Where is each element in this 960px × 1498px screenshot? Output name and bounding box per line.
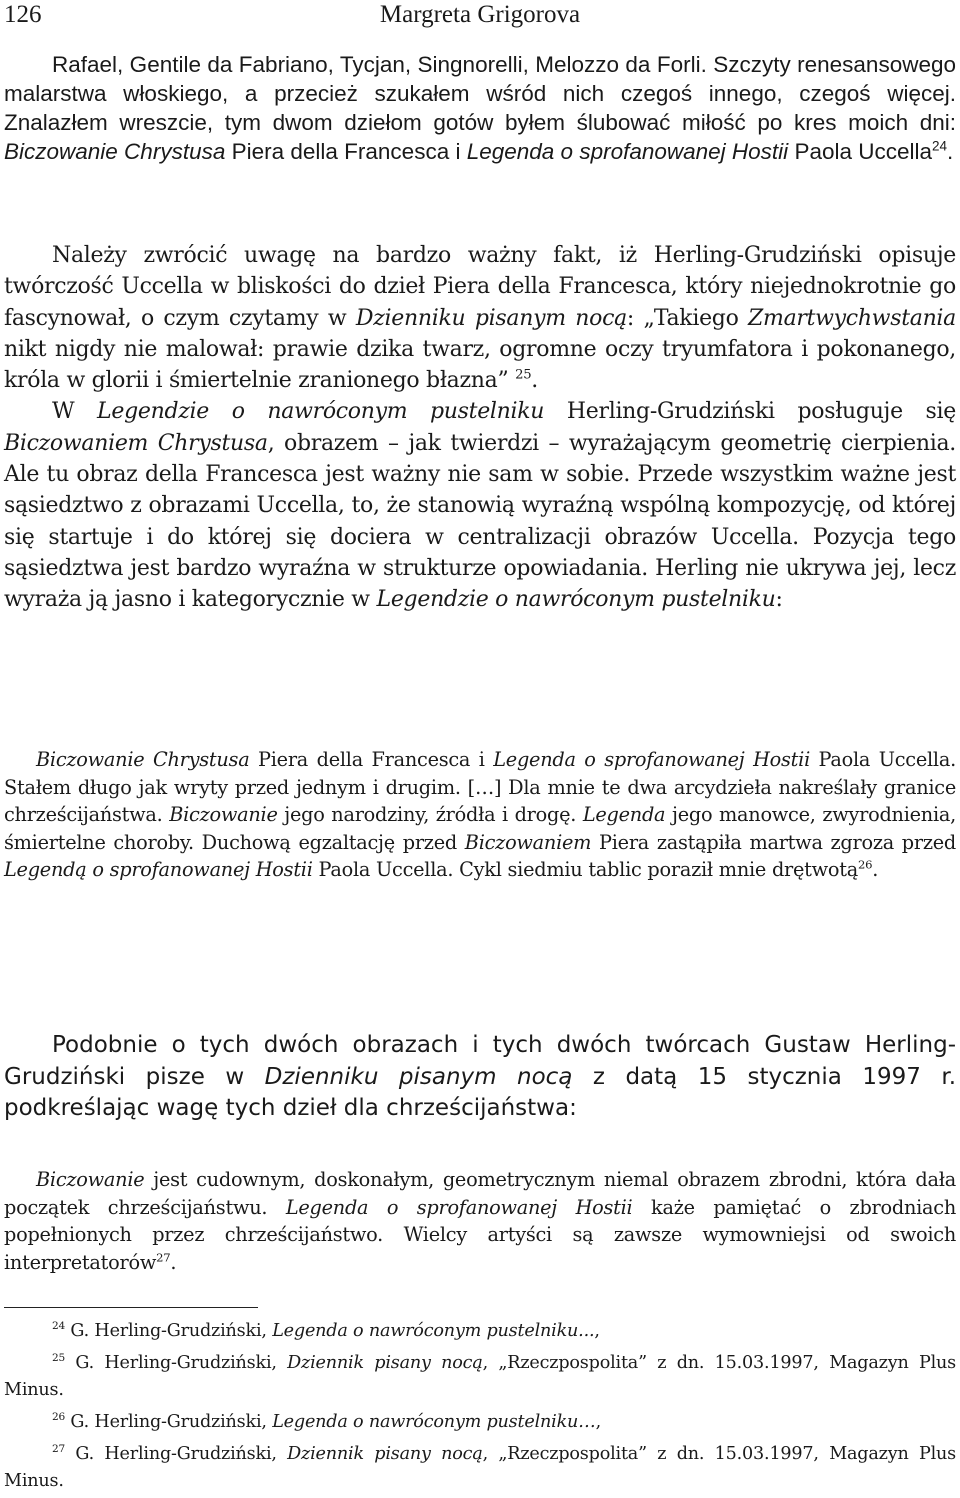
quote-block-sans <box>4 50 956 166</box>
footnote-ref-24: 24 <box>932 138 948 154</box>
quote-paragraph-2: Biczowanie jest cudownym, doskonałym, geometrycznym niemal obrazem zbrodni, która dała początek chrześcijaństwu. Legenda o sprofanowanej Hostii każe pamiętać o zbrodniach popełnionych przez chrześcijaństwo. Wielcy artyści są zawsze wymowniejsi od swoich interpretatorów$^{27}$. <box>4 1168 957 1274</box>
footnote-25: $^{25}$ G. Herling-Grudziński, Dziennik pisany nocą, „Rzeczpospolita” z dn. 15.03.1997, Magazyn Plus Minus. <box>4 1352 956 1400</box>
paragraph-3: W Legendzie o nawróconym pustelniku Herling-Grudziński posługuje się Biczowaniem Chrystusa, obrazem – jak twierdzi – wyrażającym geometrię cierpienia. Ale tu obraz della Francesca jest ważny nie sam w sobie. Przede wszystkim ważne jest sąsiedztwo z obrazami Uccella, to, że stanowią wyraźną wspólną kompozycję, od której się startuje i do której się dociera w centralizacji obrazów Uccella. Pozycja tego sąsiedztwa jest bardzo wyraźna w strukturze opowiadania. Herling nie ukrywa jej, lecz wyraża ją jasno i kategorycznie w Legendzie o nawróconym pustelniku: <box>4 399 956 613</box>
paragraph-2: Należy zwrócić uwagę na bardzo ważny fakt, iż Herling-Grudziński opisuje twórczość Uccella w bliskości do dzieł Piera della Francesca, który niejednokrotnie go fascynował, o czym czytamy w Dzienniku pisanym nocą: „Takiego Zmartwychwstania nikt nigdy nie malował: prawie dzika twarz, ogromne oczy tryumfatora i pokonanego, króla w glorii i śmiertelnie zranionego błazna” $^{25}$. <box>4 243 956 394</box>
footnote-27: $^{27}$ G. Herling-Grudziński, Dziennik pisany nocą, „Rzeczpospolita” z dn. 15.03.1997, Magazyn Plus Minus. <box>4 1443 956 1491</box>
paragraph-4: Podobnie o tych dwóch obrazach i tych dwóch twórcach Gustaw Herling-Grudziński pisze w Dzienniku pisanym nocą z datą 15 stycznia 1997 r. podkreślając wagę tych dzieł dla chrześcijaństwa: <box>4 1032 957 1121</box>
main-text-2 <box>4 1030 956 1125</box>
main-text <box>4 240 956 616</box>
block-quote-2 <box>4 1166 956 1276</box>
page-header <box>4 0 956 34</box>
running-title: Margreta Grigorova <box>379 1 581 28</box>
footnotes <box>4 1318 956 1495</box>
quote-paragraph-1: Biczowanie Chrystusa Piera della Francesca i Legenda o sprofanowanej Hostii Paola Uccella. Stałem długo jak wryty przed jednym i drugim. […] Dla mnie te dwa arcydzieła nakreślały granice chrześcijaństwa. Biczowanie jego narodziny, źródła i drogę. Legenda jego manowce, zwyrodnienia, śmiertelne choroby. Duchową egzaltację przed Biczowaniem Piera zastąpiła martwa zgroza przed Legendą o sprofanowanej Hostii Paola Uccella. Cykl siedmiu tablic poraził mnie drętwotą$^{26}$. <box>4 748 956 882</box>
footnote-24: $^{24}$ G. Herling-Grudziński, Legenda o nawróconym pustelniku..., <box>52 1320 600 1341</box>
footnote-ref-27: 27 <box>156 1250 171 1265</box>
footnote-separator <box>4 1307 258 1308</box>
paragraph-1: Rafael, Gentile da Fabriano, Tycjan, Singnorelli, Melozzo da Forli. Szczyty renesansowego malarstwa włoskiego, a przecież szukałem wśród nich czegoś innego, czegoś więcej. Znalazłem wreszcie, tym dwom dziełom gotów byłem ślubować miłość po kres moich dni: Biczowanie Chrystusa Piera della Francesca i Legenda o sprofanowanej Hostii Paola Uccella$^{24}$. <box>4 52 956 164</box>
block-quote-1 <box>4 746 956 884</box>
footnote-26: $^{26}$ G. Herling-Grudziński, Legenda o nawróconym pustelniku…, <box>52 1411 601 1432</box>
footnote-ref-25: 25 <box>515 367 532 383</box>
footnote-ref-26: 26 <box>858 857 873 872</box>
page-number: 126 <box>4 1 42 28</box>
